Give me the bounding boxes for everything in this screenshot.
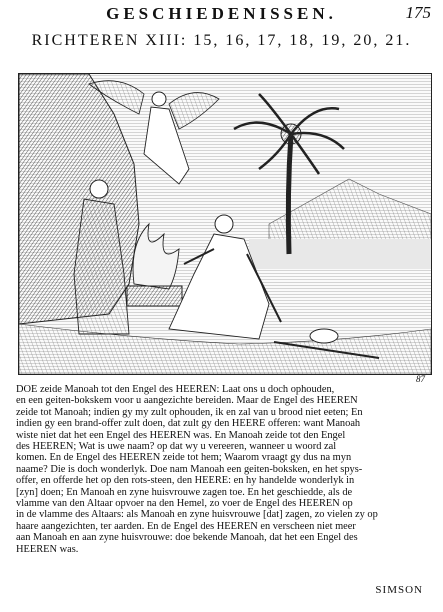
engraving-illustration [19, 74, 431, 374]
catchword: SIMSON [375, 584, 423, 596]
text-line: indien gy een brand-offer zult doen, dat zult gy den HEERE offeren: want Manoah [16, 418, 361, 430]
text-line: des HEEREN; Wat is uwe naam? op dat wy u vereeren, wanneer u woord zal [16, 441, 337, 453]
chapter-reference: RICHTEREN XIII: 15, 16, 17, 18, 19, 20, 21. [31, 32, 412, 49]
running-title: GESCHIEDENISSEN. [106, 4, 337, 23]
text-line: haare aangezichten, ter aarden. En de Engel des HEEREN en verscheen niet meer [16, 520, 356, 532]
text-line: aan Manoah en aan zyne huisvrouwe: doe bekende Manoah, dat het een Engel des [16, 532, 358, 544]
text-line: in de vlamme des Altaars: als Manoah en zyne huisvrouwe [dat] zagen, zo vielen zy op [16, 509, 378, 521]
text-line: en een geiten-bokskem voor u aangezichte bereiden. Maar de Engel des HEEREN [16, 395, 358, 407]
body-text [16, 384, 430, 555]
text-line: komen. En de Engel des HEEREN zeide tot hem; Waarom vraagt gy dus na myn [16, 452, 352, 464]
jar [310, 329, 338, 343]
text-line: DOE zeide Manoah tot den Engel des HEEREN: Laat ons u doch ophouden, [16, 384, 335, 395]
altar-stone [127, 286, 182, 306]
text-line: vlamme van den Altaar opvoer na den Hemel, zo voer de Engel des HEEREN op [16, 498, 353, 510]
page-number: 175 [405, 3, 431, 22]
text-line: [zyn] doen; En Manoah en zyne huisvrouwe zagen toe. En het geschiedde, als de [16, 486, 353, 498]
text-line: offer, en offerde het op den rots-steen, den HEERE: en hy handelde wonderlyk in [16, 475, 355, 487]
text-line: zeide tot Manoah; indien gy my zult ophouden, ik en zal van u brood niet eeten; En [16, 406, 363, 418]
distant-plain [249, 239, 431, 269]
plate-number: 87 [416, 374, 425, 384]
text-line: wiste niet dat het een Engel des HEEREN was. En Manoah zeide tot den Engel [16, 429, 346, 441]
text-line: HEEREN was. [16, 543, 79, 555]
engraving-plate [18, 73, 432, 375]
text-line: naame? Die is doch wonderlyk. Doe nam Manoah een geiten-boksken, en het spys- [16, 463, 363, 475]
